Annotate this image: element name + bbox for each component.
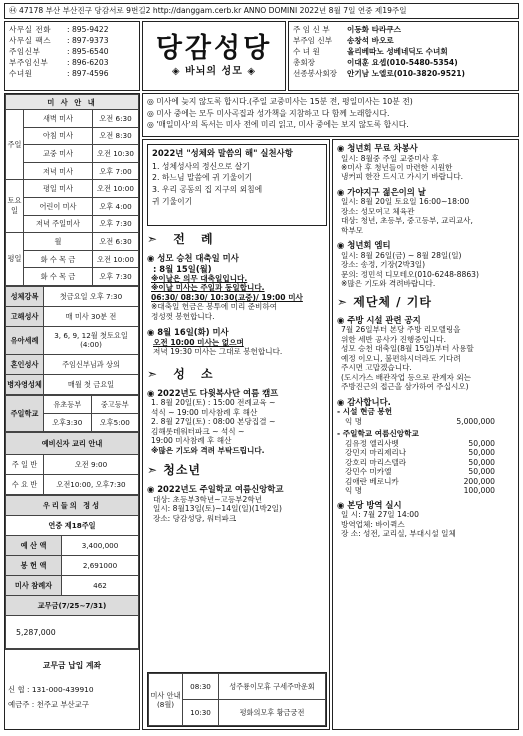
pastor-role: 선종봉사회장 xyxy=(293,68,338,78)
account-owner: 예금주 : 천주교 부산교구 xyxy=(8,699,89,709)
table-row xyxy=(6,127,139,145)
text-line: 오전 10:00 미사는 없으며 xyxy=(153,337,244,347)
text-line: 장소: 송정, 기장(2박3일) xyxy=(341,260,426,270)
sacrament-info: 매 미사 30분 전 xyxy=(44,306,139,326)
mass-time: 오전 8:30 xyxy=(93,127,139,145)
contact-row xyxy=(9,46,135,57)
mass-day: 평일 xyxy=(6,233,24,286)
table-row xyxy=(6,215,139,233)
contact-number: : 897-4596 xyxy=(67,68,109,78)
mass-type: 평일 미사 xyxy=(24,180,93,198)
liturgy-heading: ➣ 전 례 xyxy=(147,232,219,246)
pastor-row xyxy=(293,46,514,57)
text-line: ※많은 기도와 격려 부탁드립니다. xyxy=(151,445,265,455)
pastor-row xyxy=(293,24,514,35)
donor-name: 강호리 마리스텔라 xyxy=(345,457,407,467)
sacrament-name: 병자영성체 xyxy=(6,374,44,394)
mass-type: 월 xyxy=(24,233,93,251)
notice-box xyxy=(142,93,519,137)
contact-number: : 896-6203 xyxy=(67,57,109,67)
table-row xyxy=(6,306,139,326)
pastor-name: 이동화 타라쿠스 xyxy=(347,24,401,34)
fee-value: 5,287,000 xyxy=(6,615,139,649)
motto-box xyxy=(147,144,327,226)
donor-row xyxy=(345,458,495,467)
school-label: 주일학교 xyxy=(6,395,44,431)
parish-subtitle: ◈ 바뇌의 성모 ◈ xyxy=(171,65,257,77)
donor-row xyxy=(345,486,495,495)
text-line: 김해롯데워터파크 ~ 석식 ~ xyxy=(151,426,245,436)
finance-table xyxy=(5,495,139,650)
text-line: ※이날은 의무 대축일입니다. xyxy=(151,274,248,283)
pastor-row xyxy=(293,35,514,46)
sacrament-name: 고해성사 xyxy=(6,306,44,326)
text-line: 저녁 19:30 미사는 그대로 봉헌합니다. xyxy=(153,347,283,357)
text-line: ※많은 기도와 격려바랍니다. xyxy=(341,279,436,289)
motto-title: 2022년 "성체와 말씀의 해" 실천사항 xyxy=(152,148,293,158)
contact-label: 주임신부 xyxy=(9,46,41,56)
text-line: (도시가스 배관작업 등으로 관계자 외는 xyxy=(341,372,471,382)
motto-item: 1. 성체성사의 정신으로 살기 xyxy=(152,161,250,171)
pastor-list xyxy=(288,21,519,91)
event-title: ◉ 청년회 엠티 xyxy=(337,240,391,251)
masthead xyxy=(142,21,286,91)
donor-amount: 5,000,000 xyxy=(456,416,495,426)
text-line: 방역업체: 바이퀵스 xyxy=(341,519,405,529)
mass-type: 저녁 주일미사 xyxy=(24,215,93,233)
table-row xyxy=(6,326,139,354)
donor-row xyxy=(345,439,495,448)
thanks-subtitle: - 주일학교 여름신앙학교 xyxy=(337,429,419,439)
vocation-heading: ➣ 성 소 xyxy=(147,366,219,381)
text-line: 장 소: 성전, 교리실, 부대시설 일체 xyxy=(341,529,456,539)
school-time: 오후5:00 xyxy=(91,413,139,431)
mass-intention-box xyxy=(147,672,327,727)
finance-title: 우리들의 정성 xyxy=(6,495,139,515)
text-line: 2. 8월 27일(토) : 08:00 본당집결 ~ xyxy=(151,417,276,427)
pastor-role: 총회장 xyxy=(293,57,316,67)
assumption-title: ◉ 성모 승천 대축일 미사 xyxy=(147,253,239,263)
school-time: 오후3:30 xyxy=(44,413,92,431)
mass-type: 화 수 목 금 xyxy=(24,250,93,268)
text-line: 1. 8월 20일(토) : 15:00 전례교육 ~ xyxy=(151,398,276,408)
mass-type: 저녁 미사 xyxy=(24,162,93,180)
event-details xyxy=(341,154,514,182)
mass-time: 오후 7:30 xyxy=(93,268,139,286)
text-line: 일시: 8월중 주일 교중미사 후 xyxy=(341,153,439,163)
liturgy-section xyxy=(147,232,327,523)
prep-class: 주 일 반 xyxy=(6,454,44,474)
text-line: 학부모 xyxy=(341,225,364,235)
mass-time: 오전 10:00 xyxy=(93,180,139,198)
contact-number: : 895-6540 xyxy=(67,46,109,56)
contact-label: 사무실 전화 xyxy=(9,24,52,34)
mass-time: 오전 10:30 xyxy=(93,145,139,163)
prep-table xyxy=(5,432,139,495)
text-line: 석식 ~ 19:00 미사참례 후 해산 xyxy=(151,407,258,417)
table-row xyxy=(6,110,139,128)
pastor-row xyxy=(293,57,514,68)
text-line: 주방진근의 접근을 삼가하여 주십시오) xyxy=(341,382,469,392)
pastor-name: 안기남 노엘로(010-3820-9521) xyxy=(347,68,466,78)
text-line: 일시: 8월13일(토)~14일(일)(1박2일) xyxy=(153,504,282,514)
finance-label: 미사 참례자 xyxy=(6,575,62,595)
youth-heading: ➣ 청소년 xyxy=(147,463,202,478)
header-text: ㊹ 47178 부산 부산진구 당감서로 9번길2 http://danggam.cerb.kr ANNO DOMINI 2022년 8월 7일 연중 제19주일 xyxy=(9,6,407,16)
donor-name: 익 명 xyxy=(345,486,363,496)
table-row xyxy=(6,145,139,163)
text-line: 일시: 8월 26일(금) ~ 8월 28일(일) xyxy=(341,250,462,260)
contact-row xyxy=(9,68,135,79)
table-row xyxy=(6,374,139,394)
fee-label: 교무금(7/25~7/31) xyxy=(6,595,139,615)
camp-title: ◉ 2022년도 다윗복사단 여름 캠프 xyxy=(147,387,279,398)
youth-camp-title: ◉ 2022년도 주일학교 여름신앙학교 xyxy=(147,484,284,495)
contact-row xyxy=(9,24,135,35)
text-line: ※미사 후 청년들이 마련한 시원한 xyxy=(341,162,453,172)
text-line: 장소: 당감성당, 워터파크 xyxy=(153,513,237,523)
text-line: ※대축일 헌금은 봉투에 미리 준비하여 xyxy=(151,302,278,312)
thanks-title: ◉ 감사합니다. xyxy=(337,396,391,407)
mass-type: 아침 미사 xyxy=(24,127,93,145)
mass-time: 오후 7:00 xyxy=(93,162,139,180)
text-line: 정성껏 봉헌합니다. xyxy=(151,311,215,321)
pastor-role: 부주임 신부 xyxy=(293,35,333,45)
sacrament-name: 성체강복 xyxy=(6,286,44,306)
mass-type: 화 수 목 금 xyxy=(24,268,93,286)
mass-day: 주일 xyxy=(6,110,24,180)
text-line: 일 시: 7월 27일 14:00 xyxy=(341,510,419,520)
text-line: 19:00 미사참례 후 해산 xyxy=(151,436,232,446)
sidebar xyxy=(4,93,140,730)
school-group: 유초등부 xyxy=(44,395,92,413)
pastor-name: 올리베따노 성베네딕도 수녀회 xyxy=(347,46,448,56)
contact-number: : 897-9373 xyxy=(67,35,109,45)
contact-row xyxy=(9,57,135,68)
text-line: 주시면 고맙겠습니다. xyxy=(341,363,412,373)
mass-time: 오전 6:30 xyxy=(93,233,139,251)
office-contacts xyxy=(4,21,140,91)
event-title: ◉ 가야지구 젊은이의 날 xyxy=(337,186,426,197)
text-line: 위한 세반 공사가 진행중입니다. xyxy=(341,334,447,344)
mass-time: 오전 6:30 xyxy=(93,110,139,128)
sacrament-info: 첫금요일 오후 7:30 xyxy=(44,286,139,306)
finance-week: 연중 제18주일 xyxy=(6,515,139,535)
mass-type: 어린이 미사 xyxy=(24,197,93,215)
table-row xyxy=(6,250,139,268)
text-line: 대상: 청년, 초등부, 중고등부, 교리교사, xyxy=(341,216,473,226)
text-line: ※이날 미사는 주일과 동일합니다. xyxy=(151,283,265,293)
donor-amount: 100,000 xyxy=(463,486,495,496)
header-bar xyxy=(4,3,519,19)
text-line: 일시: 8월 20일 토요일 16:00~18:00 xyxy=(341,197,470,207)
contact-row xyxy=(9,35,135,46)
prep-time: 오전 9:00 xyxy=(44,454,139,474)
contact-number: : 895-9422 xyxy=(67,24,109,34)
pastor-row xyxy=(293,68,514,79)
account-title: 교무금 납입 계좌 xyxy=(42,661,102,670)
text-line: 냉커피 한잔 드시고 가시기 바랍니다. xyxy=(341,172,464,182)
pastor-role: 주 임 신 부 xyxy=(293,24,330,34)
text-line: 예정 이오니, 불편하시더라도 기다려 xyxy=(341,353,461,363)
prep-title: 예비신자 교리 안내 xyxy=(6,432,139,454)
thanks-subtitle: - 시설 현금 봉헌 xyxy=(337,407,393,417)
mass-time: 오전 10:00 xyxy=(93,250,139,268)
mass-time: 오후 4:00 xyxy=(93,197,139,215)
motto-item: 2. 하느님 말씀에 귀 기울이기 xyxy=(152,173,253,183)
schedule-group: 성주룡이모휴 구세주마운회 xyxy=(219,674,326,700)
text-line: 06:30/ 08:30/ 10:30(교중)/ 19:00 미사 xyxy=(151,292,303,302)
right-column xyxy=(332,139,519,730)
org-heading: ➣ 제단체 / 기타 xyxy=(337,294,432,309)
mass-type: 교중 미사 xyxy=(24,145,93,163)
schedule-label: 미사 안내 (8월) xyxy=(149,674,183,726)
sacrament-info: 3, 6, 9, 12월 첫토요일(4:00) xyxy=(44,326,139,354)
donor-amount: 50,000 xyxy=(468,448,495,458)
table-row xyxy=(6,233,139,251)
sacrament-name: 혼인성사 xyxy=(6,354,44,374)
finance-value: 3,400,000 xyxy=(62,535,139,555)
finance-label: 예 산 액 xyxy=(6,535,62,555)
donor-row xyxy=(345,477,495,486)
prep-class: 수 요 반 xyxy=(6,474,44,494)
finance-label: 봉 헌 액 xyxy=(6,555,62,575)
text-line: 문의: 정민석 디모테오(010-6248-8863) xyxy=(341,269,479,279)
motto-item: 귀 기울이기 xyxy=(152,196,193,206)
mass-schedule-table xyxy=(5,94,139,286)
event-title: ◉ 청년회 무료 차봉사 xyxy=(337,143,418,153)
parish-title: 당감성당 xyxy=(155,32,273,64)
donor-row xyxy=(345,417,495,426)
assumption-date: : 8월 15일(월) xyxy=(153,263,212,274)
donor-row xyxy=(345,467,495,476)
donor-amount: 50,000 xyxy=(468,467,495,477)
table-row xyxy=(6,180,139,198)
pastor-name: 송창석 바오로 xyxy=(347,35,394,45)
sacrament-info: 매월 첫 금요일 xyxy=(44,374,139,394)
schedule-time: 10:30 xyxy=(183,700,219,726)
table-row xyxy=(6,354,139,374)
mass-type: 새벽 미사 xyxy=(24,110,93,128)
kitchen-title: ◉ 주방 시설 관련 공지 xyxy=(337,314,421,325)
donor-name: 강민수 미카엘 xyxy=(345,467,392,477)
notice-line: ◎ 미사에 늦지 않도록 합시다.(주일 교중미사는 15분 전, 평일미사는 10분 전) xyxy=(147,97,413,106)
text-line: 성모 승천 대축일(8월 15일)부터 사용할 xyxy=(341,344,474,354)
sacrament-name: 유아세례 xyxy=(6,326,44,354)
mass-day: 토요일 xyxy=(6,180,24,233)
prep-time: 오전10:00, 오후7:30 xyxy=(44,474,139,494)
donor-name: 김유정 엘리사벳 xyxy=(345,438,399,448)
donor-amount: 50,000 xyxy=(468,438,495,448)
finance-value: 462 xyxy=(62,575,139,595)
tuesday-mass-title: ◉ 8월 16일(화) 미사 xyxy=(147,327,229,338)
event-details xyxy=(341,251,514,289)
account-number: 신 협 : 131-000-439910 xyxy=(8,684,94,694)
notice-line: ◎ '매일미사'의 독서는 미사 전에 미리 읽고, 미사 중에는 보지 않도록 합시다. xyxy=(147,120,409,130)
mass-title: 미 사 안 내 xyxy=(6,95,139,110)
table-row xyxy=(6,197,139,215)
finance-value: 2,691000 xyxy=(62,555,139,575)
donor-name: 강민지 마리제리나 xyxy=(345,448,407,458)
donor-amount: 200,000 xyxy=(463,476,495,486)
disinfection-title: ◉ 본당 방역 실시 xyxy=(337,499,402,510)
event-details xyxy=(341,197,514,235)
account-box xyxy=(5,648,139,730)
school-group: 중고등부 xyxy=(91,395,139,413)
text-line: 대상: 초등부3학년~고등부2학년 xyxy=(153,494,263,504)
pastor-name: 이대훈 요셉(010-5480-5354) xyxy=(347,57,458,67)
text-line: 장소: 성모여고 체육관 xyxy=(341,206,415,216)
pastor-role: 수 녀 원 xyxy=(293,46,320,56)
contact-label: 수녀원 xyxy=(9,68,33,78)
table-row xyxy=(6,268,139,286)
sacrament-table xyxy=(5,286,139,395)
table-row xyxy=(6,286,139,306)
donor-name: 김애란 베로니카 xyxy=(345,476,399,486)
motto-item: 3. 우리 공동의 집 지구의 외침에 xyxy=(152,184,263,194)
sacrament-info: 주임신부님과 상의 xyxy=(44,354,139,374)
middle-column xyxy=(142,139,330,730)
mass-time: 오후 7:30 xyxy=(93,215,139,233)
notice-line: ◎ 미사 중에는 모두 미사곡집과 성가책을 지참하고 다 함께 노래합시다. xyxy=(147,108,390,118)
text-line: 7월 26일부터 본당 주방 리모델링을 xyxy=(341,325,461,335)
donor-row xyxy=(345,448,495,457)
schedule-group: 평화의모후 황금궁전 xyxy=(219,700,326,726)
donor-amount: 50,000 xyxy=(468,457,495,467)
table-row xyxy=(6,162,139,180)
schedule-time: 08:30 xyxy=(183,674,219,700)
donor-name: 익 명 xyxy=(345,416,363,426)
contact-label: 부주임신부 xyxy=(9,57,49,67)
contact-label: 사무실 팩스 xyxy=(9,35,52,45)
school-table xyxy=(5,395,139,432)
